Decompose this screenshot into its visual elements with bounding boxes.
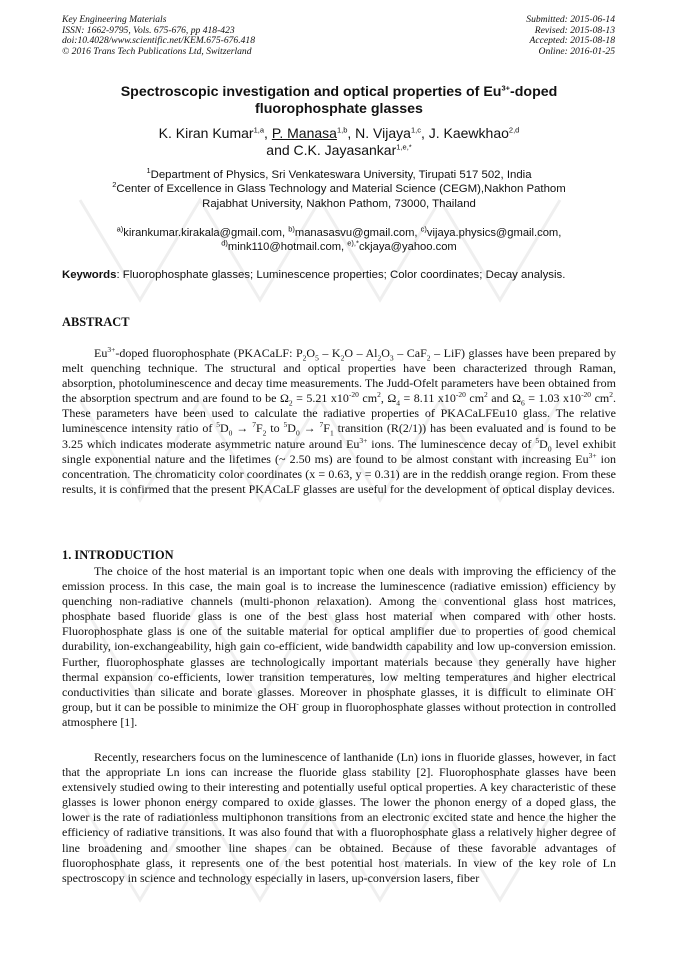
email-mark: d) bbox=[221, 238, 228, 248]
keywords bbox=[62, 268, 616, 283]
affiliation-1: Department of Physics, Sri Venkateswara University, Tirupati 517 502, India bbox=[150, 169, 532, 181]
author-affil-mark: 1,e,* bbox=[396, 142, 412, 152]
email-link[interactable]: ckjaya@yahoo.com bbox=[358, 241, 457, 254]
author-name: K. Kiran Kumar bbox=[158, 125, 254, 141]
abstract-body: $Eu^{3+}$-doped fluorophosphate (PKACaLF: $P_2O_5 - K_2O - Al_2O_3 - CaF_2 - LiF$) glasses have been prepared by melt quenching technique. The structural and optical properties have been characterized through Raman, absorption, photoluminescence and decay time measurements. The Judd-Ofelt parameters have been obtained from the absorption spectrum and are found to be $\Omega_2 = 5.21$ $x10^{-20}$ $cm^2$, $\Omega_4 = 8.11$ $x10^{-20}$ $cm^2$ and $\Omega_6 = 1.03$ $x10^{-20}$ $cm^2$. These parameters have been used to calculate the radiative properties of PKACaLFEu10 glass. The relative luminescence intensity ratio of $^5D_0 \to ^7F_2$ to $^5D_0 \to ^7F_1$ transition (R(2/1)) has been evaluated and is found to be 3.25 which indicates moderate asymmetric nature around $Eu^{3+}$ ions. The luminescence decay of $^5D_0$ level exhibit single exponential nature and the lifetimes (~ 2.50 ms) are found to be almost constant with increasing $Eu^{3+}$ ion concentration. The chromaticity color coordinates (x = 0.63, y = 0.31) are in the reddish orange region. From these results, it is confirmed that the present PKACaLF glasses are useful for the development of optical display devices. bbox=[62, 345, 617, 496]
affiliations bbox=[62, 168, 616, 211]
keywords-label: Keywords bbox=[62, 269, 117, 281]
email-link[interactable]: vijaya.physics@gmail.com, bbox=[426, 227, 562, 239]
title-text: Spectroscopic investigation and optical properties of Eu bbox=[120, 84, 502, 100]
introduction-paragraph-1: The choice of the host material is an important topic when one deals with improving the efficiency of the emission process. In this case, the main goal is to increase the luminescence (radiative emission) efficiency by quenching non-radiative channels (multi-phonon relaxation). Among the conventional glass host matrices, phosphate based fluoride glass is one of the best glass host material when compared with other hosts. Fluorophosphate glass is one of the suitable material for optical amplifier due to properties of good chemical durability, ion-exchangeability, high gain co-efficient, wide bandwidth capability and low up-conversion emission. Further, fluorophosphate glasses are technologically important materials because they generally have higher thermal expansion co-efficients, lower transition temperatures, low melting temperatures and higher electrical conductivities than silicate and borate glasses. Moreover in phosphate glasses, it is difficult to eliminate OH- group, but it can be possible to minimize the OH- group in fluorophosphate glasses without protection in controlled atmosphere [1]. bbox=[62, 564, 616, 729]
email-mark: b) bbox=[288, 224, 295, 234]
title-line-2: fluorophosphate glasses bbox=[255, 101, 423, 117]
email-mark: c) bbox=[420, 224, 427, 234]
copyright-line: © 2016 Trans Tech Publications Ltd, Switzerland bbox=[62, 45, 252, 57]
introduction-paragraph-2: Recently, researchers focus on the luminescence of lanthanide (Ln) ions in fluoride glasses, however, in fact that the appropriate Ln ions can increase the fluoride glass stability [2]. Fluorophosphate glasses have been extensively studied owing to their interesting and potentially useful optical properties. A key characteristic of these glasses is lower phonon energy compared to oxide glasses. The lower the phonon energy of a doped glass, the lower is the rate of radiationless multiphonon transitions from an electronic excited state and hence the higher the efficiency of radiative transitions. It was also found that with a fluorophosphate glass a relatively higher degree of line broadening and smoother line shapes can be obtained. Because of these favorable advantages of fluorophosphate glass, it represents one of the best potential host materials. In view of the key role of Ln spectroscopy in science and technology especially in lasers, up-conversion lasers, fiber bbox=[62, 750, 616, 885]
abstract-heading: ABSTRACT bbox=[62, 315, 130, 329]
issn-line: ISSN: 1662-9795, Vols. 675-676, pp 418-423 bbox=[62, 24, 235, 36]
accepted-date: Accepted: 2015-08-18 bbox=[529, 35, 615, 47]
revised-date: Revised: 2015-08-13 bbox=[534, 24, 615, 36]
email-link[interactable]: mink110@hotmail.com, bbox=[227, 241, 345, 254]
email-link[interactable]: kirankumar.kirakala@gmail.com, bbox=[123, 227, 286, 239]
doi-line: doi:10.4028/www.scientific.net/KEM.675-676.418 bbox=[62, 35, 256, 47]
running-header-right bbox=[526, 15, 615, 57]
author-name: N. Vijaya bbox=[355, 125, 411, 141]
affiliation-mark: 2 bbox=[112, 180, 117, 190]
author-affil-mark: 1,b bbox=[336, 125, 348, 135]
email-mark: e),* bbox=[347, 238, 359, 248]
journal-name: Key Engineering Materials bbox=[62, 14, 167, 25]
author-name: C.K. Jayasankar bbox=[293, 142, 397, 158]
author-affil-mark: 1,c bbox=[410, 125, 421, 135]
title-superscript: 3+ bbox=[501, 83, 511, 93]
author-affil-mark: 1,a bbox=[253, 125, 265, 135]
paper-title bbox=[62, 84, 616, 118]
affiliation-mark: 1 bbox=[146, 166, 151, 176]
author-emails bbox=[62, 226, 616, 255]
online-date: Online: 2016-01-25 bbox=[538, 45, 615, 57]
author-list: K. Kiran Kumar$^{1,a}$, P. Manasa$^{1,b}$, N. Vijaya$^{1,c}$, J. Kaewkhao$^{2,d}$ and C.K. Jayasankar$^{1,e,*}$ bbox=[158, 125, 520, 158]
title-text-suffix: -doped bbox=[510, 84, 558, 100]
introduction-heading: 1. INTRODUCTION bbox=[62, 548, 174, 562]
affiliation-2: Center of Excellence in Glass Technology and Material Science (CEGM),Nakhon Pathom bbox=[116, 183, 566, 196]
keywords-text: : Fluorophosphate glasses; Luminescence properties; Color coordinates; Decay analysis. bbox=[116, 269, 566, 281]
email-link[interactable]: manasasvu@gmail.com, bbox=[294, 227, 418, 239]
email-mark: a) bbox=[116, 224, 124, 234]
author-name: P. Manasa bbox=[271, 125, 337, 141]
author-name: J. Kaewkhao bbox=[428, 125, 509, 141]
submitted-date: Submitted: 2015-06-14 bbox=[526, 14, 615, 25]
author-conjunction: and bbox=[266, 142, 290, 158]
author-affil-mark: 2,d bbox=[508, 125, 520, 135]
running-header-left bbox=[62, 15, 255, 57]
affiliation-2-cont: Rajabhat University, Nakhon Pathom, 73000, Thailand bbox=[202, 197, 476, 210]
